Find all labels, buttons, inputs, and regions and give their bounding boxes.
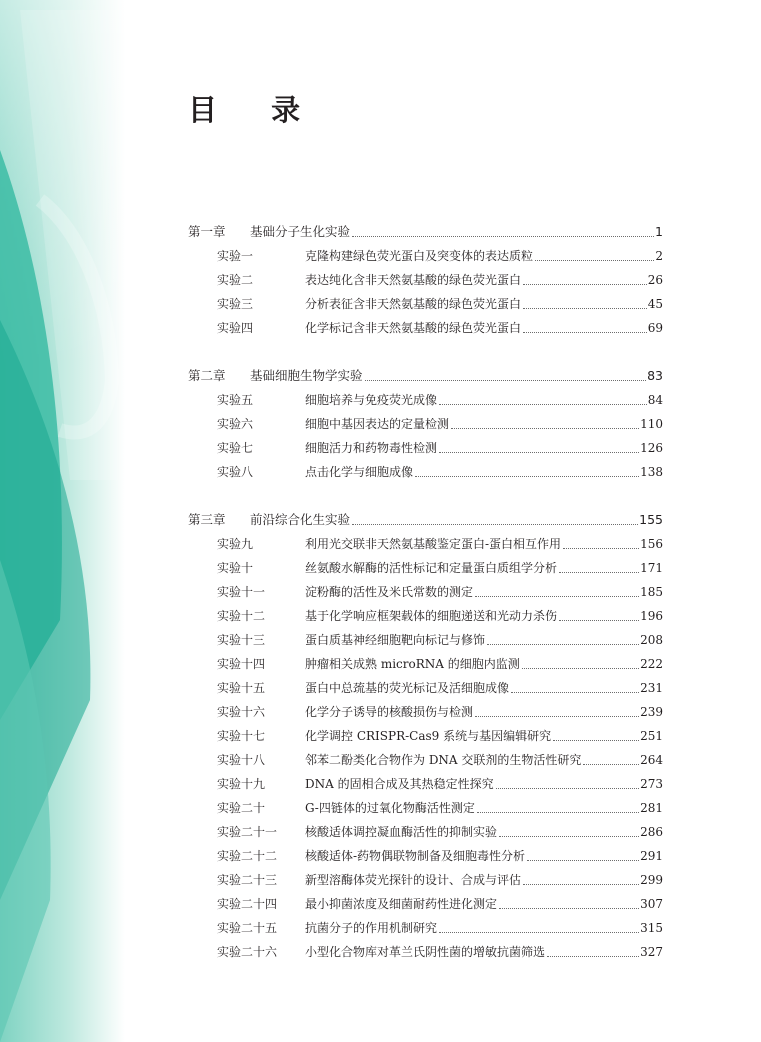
chapter-title: 前沿综合化生实验 [250,512,351,527]
toc-chapter-1[interactable] [188,222,663,242]
toc-entry[interactable] [188,630,663,650]
experiment-label: 实验十二 [217,609,266,623]
toc-entry[interactable] [188,702,663,722]
toc-entry[interactable] [188,918,663,938]
page-number: 281 [640,801,663,815]
experiment-title: 细胞活力和药物毒性检测 [305,441,438,455]
toc-entry[interactable] [188,726,663,746]
dot-leader [352,236,654,237]
toc-entry[interactable] [188,822,663,842]
page-number: 171 [640,561,663,575]
dot-leader [523,284,647,285]
page-number: 84 [647,393,663,407]
dot-leader [487,644,639,645]
toc-entry[interactable] [188,294,663,314]
experiment-title: 细胞培养与免疫荧光成像 [305,393,438,407]
toc-entry[interactable] [188,654,663,674]
page-number: 315 [640,921,663,935]
experiment-label: 实验二十五 [217,921,278,935]
toc-entry[interactable] [188,558,663,578]
experiment-label: 实验十五 [217,681,266,695]
experiment-title: 化学调控 CRISPR-Cas9 系统与基因编辑研究 [305,729,552,743]
experiment-title: 蛋白质基神经细胞靶向标记与修饰 [305,633,486,647]
decorative-side-band [0,0,125,1042]
page-number: 156 [640,537,663,551]
experiment-title: 丝氨酸水解酶的活性标记和定量蛋白质组学分析 [305,561,558,575]
page-title: 目 录 [188,93,323,127]
experiment-label: 实验二十三 [217,873,278,887]
page-number: 327 [640,945,663,959]
experiment-label: 实验十四 [217,657,266,671]
page-number: 69 [647,321,663,335]
page-number: 239 [640,705,663,719]
dot-leader [559,572,639,573]
toc-entry[interactable] [188,942,663,962]
experiment-label: 实验八 [217,465,254,479]
experiment-label: 实验二十六 [217,945,278,959]
chapter-title: 基础分子生化实验 [250,224,351,239]
experiment-label: 实验十三 [217,633,266,647]
toc-chapter-3[interactable] [188,510,663,530]
toc-entry[interactable] [188,774,663,794]
experiment-title: G-四链体的过氧化物酶活性测定 [305,801,475,815]
experiment-label: 实验七 [217,441,254,455]
toc-entry[interactable] [188,318,663,338]
dot-leader [439,932,639,933]
experiment-title: 小型化合物库对革兰氏阴性菌的增敏抗菌筛选 [305,945,546,959]
page-number: 1 [655,224,663,239]
experiment-title: 化学标记含非天然氨基酸的绿色荧光蛋白 [305,321,522,335]
page-number: 251 [640,729,663,743]
toc-entry[interactable] [188,438,663,458]
page-number: 291 [640,849,663,863]
page-number: 299 [640,873,663,887]
experiment-label: 实验五 [217,393,254,407]
page-number: 231 [640,681,663,695]
experiment-label: 实验二十 [217,801,266,815]
dot-leader [451,428,639,429]
dot-leader [583,764,639,765]
dot-leader [511,692,639,693]
experiment-label: 实验十九 [217,777,266,791]
dot-leader [535,260,654,261]
experiment-label: 实验十 [217,561,254,575]
experiment-title: 肿瘤相关成熟 microRNA 的细胞内监测 [305,657,520,671]
experiment-title: 细胞中基因表达的定量检测 [305,417,450,431]
experiment-label: 实验二 [217,273,254,287]
experiment-label: 实验二十一 [217,825,278,839]
toc-entry[interactable] [188,894,663,914]
experiment-title: 化学分子诱导的核酸损伤与检测 [305,705,474,719]
dot-leader [499,908,639,909]
dot-leader [439,404,647,405]
experiment-title: 基于化学响应框架载体的细胞递送和光动力杀伤 [305,609,558,623]
toc-chapter-2[interactable] [188,366,663,386]
experiment-title: 蛋白中总巯基的荧光标记及活细胞成像 [305,681,510,695]
experiment-label: 实验二十二 [217,849,278,863]
experiment-label: 实验六 [217,417,254,431]
dot-leader [563,548,639,549]
page-number: 185 [640,585,663,599]
experiment-title: 表达纯化含非天然氨基酸的绿色荧光蛋白 [305,273,522,287]
experiment-label: 实验三 [217,297,254,311]
experiment-title: 分析表征含非天然氨基酸的绿色荧光蛋白 [305,297,522,311]
toc-entry[interactable] [188,534,663,554]
toc-entry[interactable] [188,414,663,434]
dot-leader [496,788,639,789]
dot-leader [477,812,639,813]
page-number: 273 [640,777,663,791]
experiment-label: 实验十八 [217,753,266,767]
dot-leader [475,596,639,597]
dot-leader [439,452,639,453]
experiment-title: 最小抑菌浓度及细菌耐药性进化测定 [305,897,498,911]
dot-leader [499,836,639,837]
toc-entry[interactable] [188,390,663,410]
toc-entry[interactable] [188,462,663,482]
dot-leader [553,740,639,741]
page-number: 222 [640,657,663,671]
page-number: 208 [640,633,663,647]
page-number: 138 [640,465,663,479]
toc-entry[interactable] [188,846,663,866]
dot-leader [365,380,647,381]
page-number: 110 [640,417,663,431]
page-number: 264 [640,753,663,767]
chapter-label: 第一章 [188,224,226,239]
experiment-label: 实验九 [217,537,254,551]
dot-leader [547,956,639,957]
page-number: 155 [639,512,663,527]
dot-leader [559,620,639,621]
experiment-label: 实验一 [217,249,254,263]
experiment-title: 核酸适体调控凝血酶活性的抑制实验 [305,825,498,839]
experiment-label: 实验四 [217,321,254,335]
experiment-label: 实验十七 [217,729,266,743]
toc-entry[interactable] [188,870,663,890]
page-number: 45 [647,297,663,311]
toc-entry[interactable] [188,582,663,602]
dot-leader [523,308,647,309]
toc-entry[interactable] [188,750,663,770]
dot-leader [415,476,639,477]
experiment-title: 淀粉酶的活性及米氏常数的测定 [305,585,474,599]
page-number: 196 [640,609,663,623]
page-number: 126 [640,441,663,455]
chapter-title: 基础细胞生物学实验 [250,368,363,383]
experiment-label: 实验十六 [217,705,266,719]
experiment-title: 新型溶酶体荧光探针的设计、合成与评估 [305,873,522,887]
toc-entry[interactable] [188,798,663,818]
dot-leader [475,716,639,717]
chapter-label: 第三章 [188,512,226,527]
toc-entry[interactable] [188,678,663,698]
experiment-label: 实验二十四 [217,897,278,911]
dot-leader [523,884,639,885]
toc-entry[interactable] [188,606,663,626]
page-number: 83 [647,368,663,383]
dot-leader [522,668,639,669]
page-number: 26 [647,273,663,287]
toc-entry[interactable] [188,246,663,266]
chapter-label: 第二章 [188,368,226,383]
dot-leader [523,332,647,333]
toc-entry[interactable] [188,270,663,290]
experiment-title: 邻苯二酚类化合物作为 DNA 交联剂的生物活性研究 [305,753,582,767]
experiment-title: 克隆构建绿色荧光蛋白及突变体的表达质粒 [305,249,534,263]
page-number: 2 [655,249,663,263]
page-number: 307 [640,897,663,911]
experiment-title: 点击化学与细胞成像 [305,465,414,479]
dot-leader [527,860,639,861]
experiment-title: DNA 的固相合成及其热稳定性探究 [305,777,494,791]
page-number: 286 [640,825,663,839]
experiment-title: 抗菌分子的作用机制研究 [305,921,438,935]
experiment-label: 实验十一 [217,585,266,599]
experiment-title: 利用光交联非天然氨基酸鉴定蛋白-蛋白相互作用 [305,537,562,551]
experiment-title: 核酸适体-药物偶联物制备及细胞毒性分析 [305,849,526,863]
dot-leader [352,524,638,525]
